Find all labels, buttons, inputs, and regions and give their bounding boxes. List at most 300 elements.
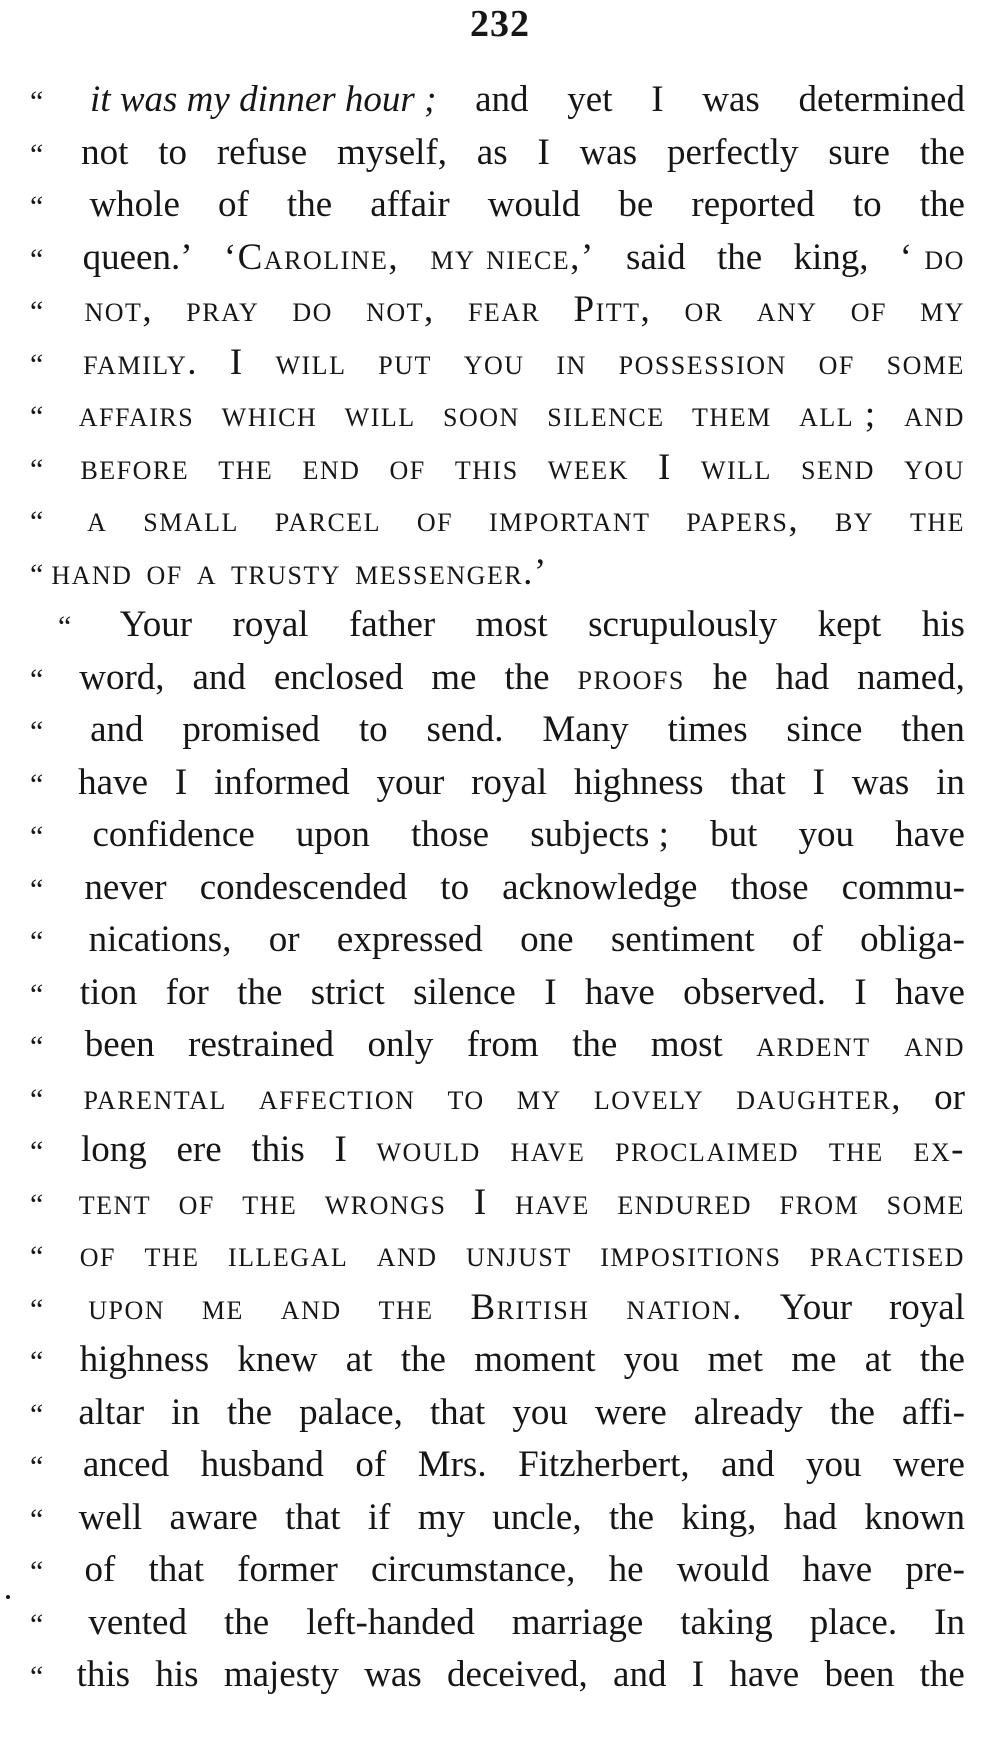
word: times (667, 709, 748, 750)
quote-mark: “ (30, 820, 44, 853)
word: aware (169, 1496, 258, 1538)
word: and (613, 1654, 667, 1695)
word: most (475, 604, 548, 645)
word: as (476, 131, 508, 173)
word: but (710, 814, 758, 855)
word: a (196, 551, 217, 593)
text-line (30, 1492, 965, 1545)
word: the (504, 656, 550, 698)
word: will (700, 446, 772, 488)
word: that (429, 1391, 486, 1433)
word: that (285, 1496, 341, 1538)
word: tion (79, 971, 138, 1013)
word: the (919, 131, 965, 173)
word: this (454, 446, 519, 488)
word: he (608, 1549, 644, 1590)
word: the (828, 1129, 884, 1170)
word: have (584, 971, 655, 1013)
word: not, (366, 289, 435, 330)
quote-mark: “ (58, 610, 72, 643)
word: end (302, 446, 361, 488)
word: endured (617, 1181, 753, 1223)
word: and (376, 1234, 438, 1275)
word: of (818, 341, 855, 383)
word: silence (547, 394, 665, 435)
quote-mark: “ (30, 662, 44, 696)
word: word, (79, 656, 165, 698)
word: determined (798, 79, 965, 120)
word: lovely (593, 1076, 705, 1118)
word: marriage (511, 1601, 644, 1643)
word: met (707, 1339, 763, 1380)
word: me (791, 1339, 837, 1380)
word: from (466, 1024, 539, 1065)
word: family. (83, 341, 199, 383)
quote-mark: “ (30, 242, 44, 276)
quote-mark: “ (30, 715, 44, 748)
word: not, (84, 289, 154, 330)
word: or (684, 289, 724, 330)
word: never (84, 866, 167, 908)
word: place. (809, 1601, 898, 1643)
word: palace, (299, 1391, 403, 1433)
word: of (84, 1549, 116, 1590)
word: proofs (577, 656, 685, 698)
word: parcel (274, 499, 382, 540)
word: he (712, 656, 748, 698)
text-line (30, 1019, 965, 1072)
word: messenger.’ (355, 551, 548, 593)
word: which (221, 394, 318, 435)
word: that (148, 1549, 204, 1590)
word: royal (232, 604, 309, 645)
body-text (30, 74, 965, 1702)
word: was (579, 131, 638, 173)
word: left-handed (306, 1601, 475, 1643)
word: any (756, 289, 818, 330)
text-line (30, 389, 965, 442)
quote-mark: “ (30, 767, 44, 801)
word: to (447, 1076, 485, 1118)
word: knew (237, 1339, 318, 1380)
word: and (475, 79, 529, 120)
word: be (618, 184, 654, 225)
word: have (510, 1129, 586, 1170)
quote-mark: “ (30, 1660, 44, 1693)
word: by (834, 499, 875, 540)
word: ‘Caroline, (223, 236, 400, 278)
word: do (292, 289, 333, 330)
word: before (80, 446, 190, 488)
word: my (516, 1076, 562, 1118)
page-number: 232 (470, 3, 530, 45)
word: have (515, 1181, 590, 1223)
word: of (146, 551, 183, 593)
word: to (358, 709, 388, 750)
word: you (512, 1391, 568, 1433)
word: of (178, 1181, 215, 1223)
text-line (30, 232, 965, 285)
word: of (416, 499, 454, 540)
word: known (864, 1496, 965, 1538)
word: pray (186, 289, 260, 330)
word: Your (119, 604, 193, 645)
word: all ; (799, 394, 877, 435)
quote-mark: “ (30, 1555, 44, 1588)
word: Pitt, (573, 289, 652, 330)
word: affairs (78, 394, 195, 435)
word: you (904, 446, 965, 488)
word: I (334, 1129, 347, 1170)
word: long (81, 1129, 147, 1170)
word: deceived, (447, 1654, 588, 1695)
word: ere (176, 1129, 222, 1170)
word: the (716, 236, 763, 278)
word: expressed (336, 919, 483, 960)
word: I (473, 1181, 488, 1223)
word: have (729, 1654, 800, 1695)
word: myself, (337, 131, 447, 173)
word: perfectly (666, 131, 799, 173)
word: those (730, 866, 809, 908)
word: you (798, 814, 854, 855)
quote-mark: “ (30, 872, 44, 906)
word: and (192, 656, 246, 698)
word: I (658, 446, 672, 488)
text-line (30, 127, 965, 180)
word: was (364, 1654, 422, 1695)
text-line (30, 704, 965, 757)
word: that (730, 761, 786, 803)
word: this (76, 1654, 131, 1695)
word: me (201, 1286, 244, 1328)
word: Fitzherbert, (518, 1444, 690, 1485)
word: tent (78, 1181, 152, 1223)
word: enclosed (273, 656, 404, 698)
word: it was my dinner hour ; (90, 79, 437, 120)
word: them (692, 394, 772, 435)
word: not (81, 131, 129, 173)
word: well (78, 1496, 143, 1538)
word: my (920, 289, 965, 330)
word: the (909, 499, 965, 540)
word: silence (413, 971, 516, 1013)
word: anced (82, 1444, 170, 1485)
word: I (174, 761, 188, 803)
word: those (411, 814, 490, 855)
word: strict (310, 971, 385, 1013)
word: and (280, 1286, 342, 1328)
word: confidence (92, 814, 255, 855)
word: have (895, 814, 965, 855)
word: of (850, 289, 887, 330)
text-line (30, 1282, 965, 1335)
word: nications, (88, 919, 232, 960)
word: been (824, 1654, 895, 1695)
word: would (487, 184, 581, 225)
word: king, (793, 236, 869, 278)
word: subjects ; (530, 814, 669, 855)
word: of (217, 184, 249, 225)
word: in (556, 341, 587, 383)
word: this (251, 1129, 305, 1170)
word: will (275, 341, 347, 383)
word: the (919, 1654, 965, 1695)
word: only (367, 1024, 434, 1065)
quote-mark: “ (30, 925, 44, 958)
quote-mark: “ (30, 1345, 44, 1378)
word: to (158, 131, 188, 173)
word: of (791, 919, 823, 960)
word: affi- (901, 1391, 965, 1433)
word: important (489, 499, 651, 540)
quote-mark: “ (30, 400, 44, 433)
word: for (165, 971, 209, 1013)
word: promised (182, 709, 321, 750)
quote-mark: “ (30, 1030, 44, 1063)
quote-mark: “ (30, 347, 44, 381)
text-line (30, 284, 965, 337)
text-line (30, 74, 965, 127)
word: papers, (686, 499, 800, 540)
word: the (919, 1339, 965, 1380)
word: a (87, 499, 108, 540)
word: impositions (600, 1234, 782, 1275)
word: husband (200, 1444, 324, 1485)
quote-mark: “ (30, 1082, 44, 1116)
word: upon (88, 1286, 166, 1328)
word: already (693, 1391, 803, 1433)
word: informed (214, 761, 350, 803)
word: acknowledge (502, 866, 698, 908)
word: parental (83, 1076, 227, 1118)
text-line (30, 337, 965, 390)
quote-mark: “ (30, 1607, 44, 1641)
word: scrupulously (588, 604, 778, 645)
word: said (626, 236, 686, 278)
word: the (608, 1496, 655, 1538)
text-line (30, 1072, 965, 1125)
word: practised (809, 1234, 965, 1275)
word: his (921, 604, 965, 645)
word: put (378, 341, 432, 383)
word: at (345, 1339, 373, 1380)
word: have (895, 971, 965, 1013)
word: had (783, 1496, 838, 1538)
word: send (801, 446, 875, 488)
word: obliga- (860, 919, 965, 960)
word: send. (426, 709, 504, 750)
word: if (367, 1496, 391, 1538)
quote-mark: “ (30, 1450, 44, 1483)
word: Your (779, 1286, 853, 1328)
word: I (544, 971, 557, 1013)
word: pre- (905, 1549, 965, 1590)
text-line (30, 652, 965, 705)
word: the (224, 1601, 270, 1643)
word: week (547, 446, 629, 488)
word: the (919, 184, 965, 225)
word: his (155, 1654, 199, 1695)
word: sure (828, 131, 890, 173)
word: ‘ do (899, 236, 965, 278)
word: Mrs. (417, 1444, 487, 1485)
word: of (355, 1444, 387, 1485)
word: the (237, 971, 283, 1013)
quote-mark: “ (30, 1240, 44, 1273)
text-line (30, 1387, 965, 1440)
text-line (30, 442, 965, 495)
word: hand (51, 551, 133, 593)
word: vented (88, 1601, 187, 1643)
word: moment (474, 1339, 596, 1380)
word: former (237, 1549, 338, 1590)
word: at (864, 1339, 892, 1380)
text-line (30, 914, 965, 967)
word: were (893, 1444, 965, 1485)
quote-mark: “ (30, 452, 44, 486)
word: I (229, 341, 244, 383)
word: daughter, (736, 1076, 903, 1118)
quote-mark: “ (30, 1397, 44, 1431)
word: I (812, 761, 825, 803)
word: taking (680, 1601, 773, 1643)
word: the (242, 1181, 298, 1223)
word: you (623, 1339, 680, 1380)
word: nation. (626, 1286, 743, 1328)
word: you (463, 341, 525, 383)
word: some (886, 341, 965, 383)
word: refuse (216, 131, 308, 173)
word: the (226, 1391, 273, 1433)
word: the (218, 446, 274, 488)
word: and (721, 1444, 775, 1485)
text-line (30, 1649, 965, 1702)
text-line (30, 1334, 965, 1387)
word: then (901, 709, 965, 750)
word: affair (370, 184, 450, 225)
word: condescended (199, 866, 408, 908)
word: highness (79, 1339, 210, 1380)
text-line (30, 1439, 965, 1492)
quote-mark: “ (30, 190, 44, 223)
word: reported (691, 184, 815, 225)
word: father (348, 604, 436, 645)
quote-mark: “ (30, 85, 44, 118)
word: altar (78, 1391, 145, 1433)
text-line (30, 1544, 965, 1597)
quote-mark: “ (30, 1187, 44, 1221)
ink-speck (6, 1595, 10, 1599)
text-line (30, 862, 965, 915)
quote-mark: “ (30, 137, 44, 171)
word: or (934, 1076, 965, 1118)
word: been (84, 1024, 155, 1065)
word: and (90, 709, 144, 750)
text-line (30, 547, 965, 600)
text-line (30, 1124, 965, 1177)
word: wrongs (324, 1181, 447, 1223)
word: since (786, 709, 863, 750)
word: fear (467, 289, 541, 330)
word: my niece,’ (430, 236, 595, 278)
text-line (30, 1229, 965, 1282)
word: had (775, 656, 830, 698)
word: have (802, 1549, 873, 1590)
word: sentiment (610, 919, 755, 960)
word: your (376, 761, 445, 803)
word: or (268, 919, 300, 960)
word: of (389, 446, 426, 488)
word: I (691, 1654, 705, 1695)
word: my (417, 1496, 465, 1538)
word: king, (681, 1496, 757, 1538)
text-line (30, 967, 965, 1020)
word: to (852, 184, 882, 225)
word: in (171, 1391, 200, 1433)
word: small (143, 499, 239, 540)
word: and (904, 1024, 965, 1065)
word: me (431, 656, 477, 698)
word: In (934, 1601, 965, 1643)
word: royal (888, 1286, 965, 1328)
word: ex- (913, 1129, 965, 1170)
quote-mark: “ (30, 557, 44, 591)
word: would (376, 1129, 481, 1170)
word: one (520, 919, 574, 960)
word: soon (443, 394, 520, 435)
text-line (30, 494, 965, 547)
word: upon (295, 814, 370, 855)
word: from (779, 1181, 860, 1223)
word: possession (618, 341, 787, 383)
text-line (30, 757, 965, 810)
word: named, (857, 656, 965, 698)
word: you (806, 1444, 862, 1485)
word: to (440, 866, 470, 908)
word: most (650, 1024, 723, 1065)
word: ardent (756, 1024, 871, 1065)
word: in (936, 761, 965, 803)
word: the (829, 1391, 875, 1433)
text-line (30, 809, 965, 862)
word: royal (471, 761, 548, 803)
word: observed. (683, 971, 826, 1013)
word: trusty (230, 551, 342, 593)
word: circumstance, (371, 1549, 576, 1590)
word: restrained (188, 1024, 334, 1065)
word: the (400, 1339, 446, 1380)
word: highness (573, 761, 704, 803)
quote-mark: “ (30, 1135, 44, 1168)
word: proclaimed (615, 1129, 800, 1170)
word: have (78, 761, 149, 803)
word: will (344, 394, 416, 435)
word: were (594, 1391, 667, 1433)
word: Many (542, 709, 629, 750)
word: commu- (841, 866, 965, 908)
text-line (30, 1597, 965, 1650)
quote-mark: “ (30, 505, 44, 538)
word: of (79, 1234, 117, 1275)
word: uncle, (492, 1496, 582, 1538)
word: and (904, 394, 965, 435)
word: some (886, 1181, 965, 1223)
word: British (470, 1286, 590, 1328)
text-line (30, 179, 965, 232)
word: queen.’ (82, 236, 193, 278)
word: I (537, 131, 550, 173)
